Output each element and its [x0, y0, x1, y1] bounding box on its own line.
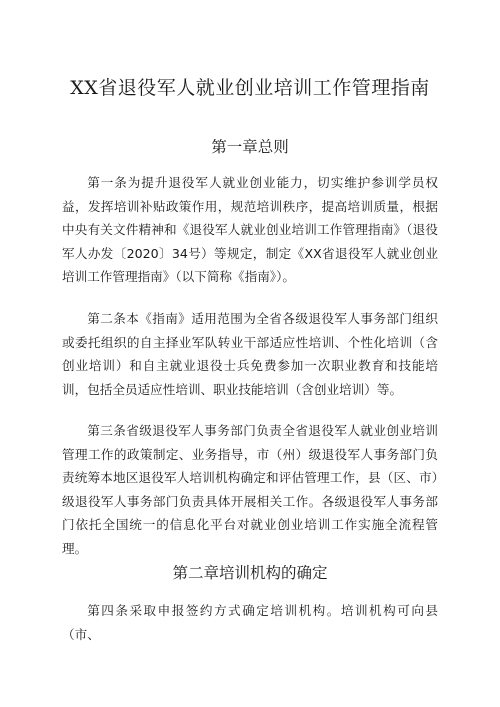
article-paragraph-1: 第一条为提升退役军人就业创业能力，切实维护参训学员权益，发挥培训补贴政策作用，规范培训秩序，提高培训质量，根据中央有关文件精神和《退役军人就业创业培训工作管理指南》（退役军人办发〔2020〕34号）等规定，制定《XX省退役军人就业创业培训工作管理指南》（以下简称《指南》）。 [62, 175, 438, 284]
article-paragraph-3: 第三条省级退役军人事务部门负责全省退役军人就业创业培训管理工作的政策制定、业务指导，市（州）级退役军人事务部门负责统筹本地区退役军人培训机构确定和评估管理工作，县（区、市）级退役军人事务部门负责具体开展相关工作。各级退役军人事务部门依托全国统一的信息化平台对就业创业培训工作实施全流程管理。 [62, 423, 438, 556]
article-paragraph-4: 第四条采取申报签约方式确定培训机构。培训机构可向县（市、 [62, 603, 438, 642]
document-title: XX省退役军人就业创业培训工作管理指南 [70, 77, 430, 99]
chapter-heading-2: 第二章培训机构的确定 [172, 564, 328, 582]
article-paragraph-2: 第二条本《指南》适用范围为全省各级退役军人事务部门组织或委托组织的自主择业军队转业干部适应性培训、个性化培训（含创业培训）和自主就业退役士兵免费参加一次职业教育和技能培训，包括全员适应性培训、职业技能培训（含创业培训）等。 [62, 311, 438, 397]
chapter-heading-1: 第一章总则 [211, 138, 289, 156]
